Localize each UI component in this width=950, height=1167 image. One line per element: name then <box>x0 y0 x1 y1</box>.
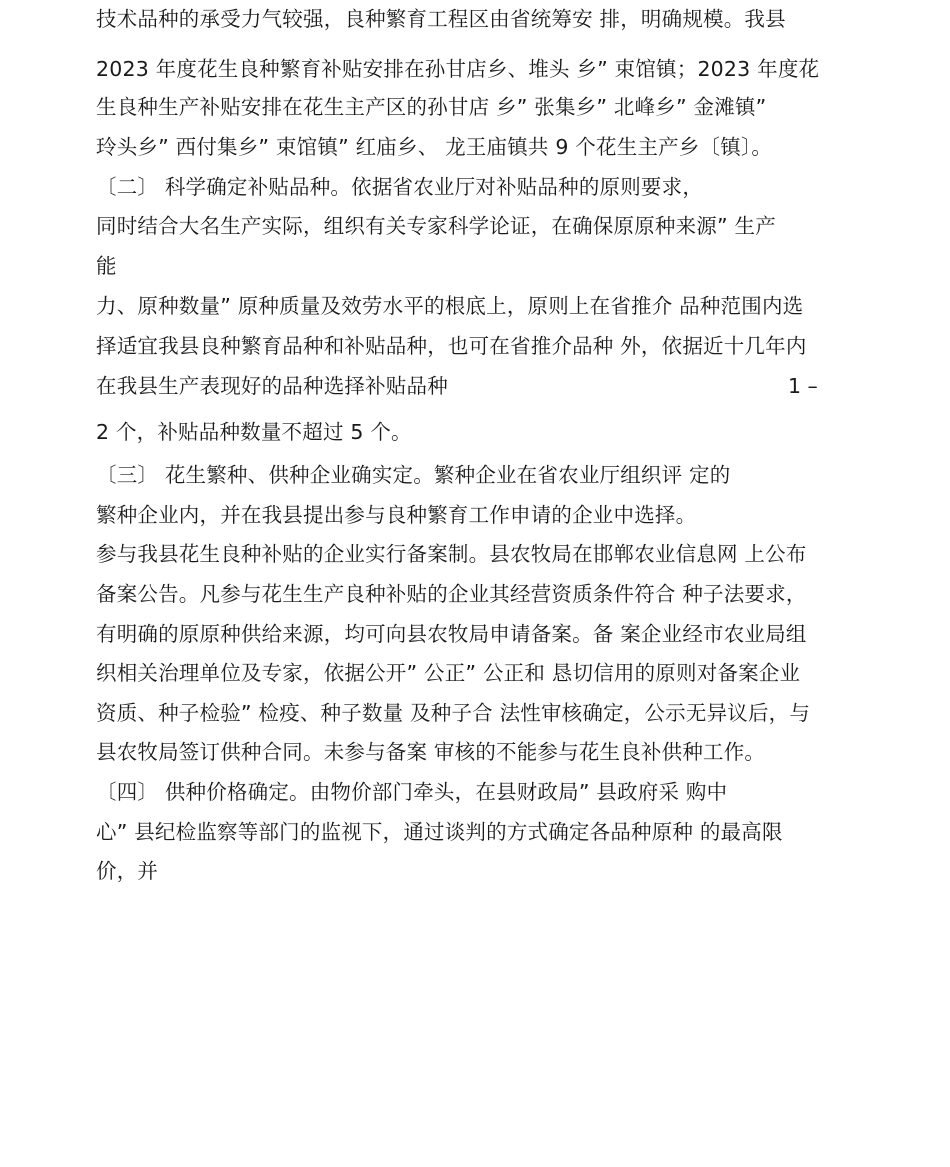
section-heading-line: 〔三〕 花生繁种、供种企业确实定。繁种企业在省农业厅组织评 定的 <box>96 463 731 487</box>
range-fragment: 1 – <box>788 374 818 398</box>
text-line: 生良种生产补贴安排在花生主产区的孙甘店 乡” 张集乡” 北峰乡” 金滩镇” <box>96 95 767 119</box>
text-line: 心” 县纪检监察等部门的监视下，通过谈判的方式确定各品种原种 的最高限 <box>96 820 783 844</box>
text-line: 资质、种子检验” 检疫、种子数量 及种子合 法性审核确定，公示无异议后，与 <box>96 701 811 725</box>
text-line: 县农牧局签订供种合同。未参与备案 审核的不能参与花生良补供种工作。 <box>96 740 766 764</box>
section-heading-line: 〔四〕 供种价格确定。由物价部门牵头，在县财政局” 县政府采 购中 <box>96 780 728 804</box>
text-line: 在我县生产表现好的品种选择补贴品种 <box>96 374 448 398</box>
text-line: 同时结合大名生产实际，组织有关专家科学论证，在确保原原种来源” 生产 <box>96 214 776 238</box>
text-line: 繁种企业内，并在我县提出参与良种繁育工作申请的企业中选择。 <box>96 503 697 527</box>
text-line: 2 个，补贴品种数量不超过 5 个。 <box>96 420 412 444</box>
text-line: 价，并 <box>96 859 159 883</box>
text-line: 玲头乡” 西付集乡” 束馆镇” 红庙乡、 龙王庙镇共 9 个花生主产乡〔镇〕。 <box>96 135 773 159</box>
text-line: 备案公告。凡参与花生生产良种补贴的企业其经营资质条件符合 种子法要求， <box>96 582 807 606</box>
text-line: 有明确的原原种供给来源，均可向县农牧局申请备案。备 案企业经市农业局组 <box>96 622 807 646</box>
text-line: 参与我县花生良种补贴的企业实行备案制。县农牧局在邯郸农业信息网 上公布 <box>96 542 807 566</box>
text-line: 择适宜我县良种繁育品种和补贴品种，也可在省推介品种 外，依据近十几年内 <box>96 334 807 358</box>
text-line: 力、原种数量” 原种质量及效劳水平的根底上，原则上在省推介 品种范围内选 <box>96 294 804 318</box>
section-heading-line: 〔二〕 科学确定补贴品种。依据省农业厅对补贴品种的原则要求， <box>96 175 704 199</box>
text-line: 技术品种的承受力气较强，良种繁育工程区由省统筹安 排，明确规模。我县 <box>96 7 786 31</box>
text-line: 能 <box>96 254 117 278</box>
text-line: 2023 年度花生良种繁育补贴安排在孙甘店乡、堆头 乡” 束馆镇；2023 年度花 <box>96 57 820 81</box>
text-line: 织相关治理单位及专家，依据公开” 公正” 公正和 恳切信用的原则对备案企业 <box>96 661 801 685</box>
